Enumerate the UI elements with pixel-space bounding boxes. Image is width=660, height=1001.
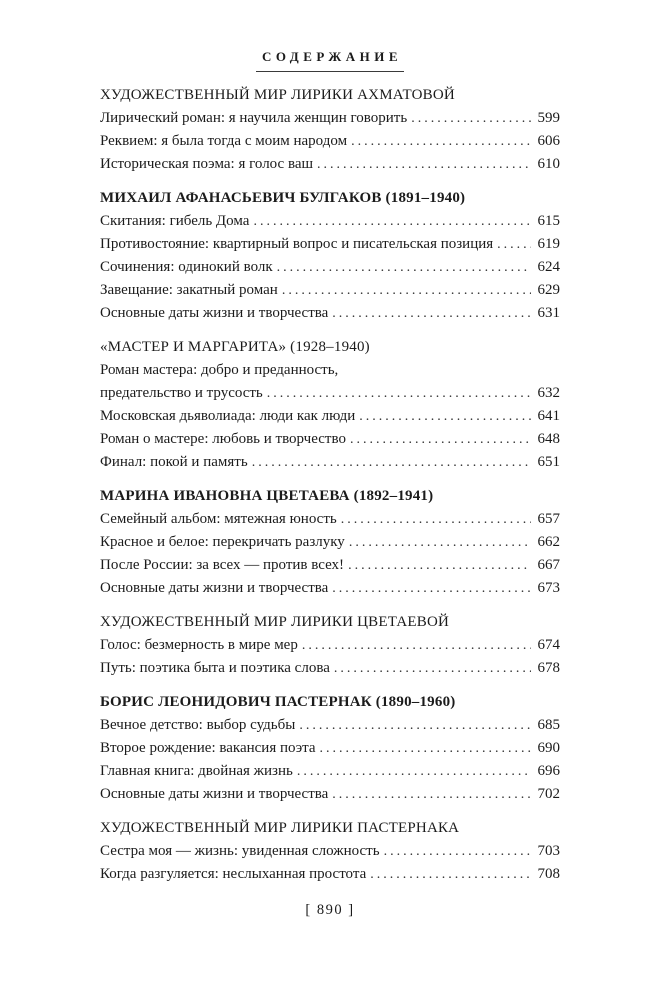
- dot-leader: [497, 233, 530, 256]
- toc-entry-page: 599: [537, 110, 560, 126]
- toc-entry-page: 703: [537, 843, 560, 859]
- page-number: [ 890 ]: [305, 902, 355, 918]
- toc-entry-title: Противостояние: квартирный вопрос и писательская позиция: [100, 236, 494, 252]
- toc-entry: [100, 382, 560, 405]
- section-heading: ХУДОЖЕСТВЕННЫЙ МИР ЛИРИКИ АХМАТОВОЙ: [100, 87, 455, 103]
- toc-entry-page: 615: [537, 213, 560, 229]
- dot-leader: [334, 657, 531, 680]
- dot-leader: [297, 760, 531, 783]
- toc-entry: [100, 657, 560, 680]
- toc-entry-page: 657: [537, 511, 560, 527]
- toc-entry-page: 702: [537, 786, 560, 802]
- toc-entry-page: 641: [537, 408, 560, 424]
- toc-header: [100, 48, 560, 72]
- toc-entry-page: 632: [537, 385, 560, 401]
- toc-entry-page: 685: [537, 717, 560, 733]
- toc-entry: [100, 508, 560, 531]
- toc-entry-title: Реквием: я была тогда с моим народом: [100, 133, 348, 149]
- toc-entry: [100, 577, 560, 600]
- toc-section: [100, 485, 560, 600]
- toc-entry: [100, 737, 560, 760]
- toc-entry-page: 619: [537, 236, 560, 252]
- toc-entry-title: Скитания: гибель Дома: [100, 213, 250, 229]
- toc-entry: [100, 863, 560, 886]
- toc-entry: [100, 554, 560, 577]
- toc-section: [100, 84, 560, 176]
- toc-entry-title: Главная книга: двойная жизнь: [100, 763, 293, 779]
- toc-entry: [100, 302, 560, 325]
- toc-entry: [100, 153, 560, 176]
- toc-title: СОДЕРЖАНИЕ: [256, 49, 404, 72]
- toc-entry: [100, 634, 560, 657]
- dot-leader: [320, 737, 531, 760]
- toc-entry: [100, 531, 560, 554]
- toc-entry: [100, 783, 560, 806]
- toc-entry-page: 606: [537, 133, 560, 149]
- toc-entry: [100, 760, 560, 783]
- dot-leader: [348, 554, 530, 577]
- toc-entry-title: Когда разгуляется: неслыханная простота: [100, 866, 367, 882]
- toc-entry-title: Основные даты жизни и творчества: [100, 580, 329, 596]
- toc-entry-title: Красное и белое: перекричать разлуку: [100, 534, 345, 550]
- toc-entry-page: 631: [537, 305, 560, 321]
- dot-leader: [277, 256, 531, 279]
- dot-leader: [349, 531, 531, 554]
- toc-entry-title: Московская дьяволиада: люди как люди: [100, 408, 356, 424]
- dot-leader: [332, 302, 530, 325]
- section-heading: МИХАИЛ АФАНАСЬЕВИЧ БУЛГАКОВ (1891–1940): [100, 190, 466, 206]
- dot-leader: [299, 714, 530, 737]
- toc-entry: [100, 840, 560, 863]
- dot-leader: [267, 382, 531, 405]
- dot-leader: [302, 634, 531, 657]
- dot-leader: [359, 405, 530, 428]
- toc-entry-page: 696: [537, 763, 560, 779]
- toc-entry-title: Финал: покой и память: [100, 454, 248, 470]
- section-heading: ХУДОЖЕСТВЕННЫЙ МИР ЛИРИКИ ПАСТЕРНАКА: [100, 820, 460, 836]
- toc-section: [100, 611, 560, 680]
- toc-entry-title: После России: за всех — против всех!: [100, 557, 345, 573]
- toc-entry-page: 629: [537, 282, 560, 298]
- toc-entry-page: 662: [537, 534, 560, 550]
- toc-entry-title: Историческая поэма: я голос ваш: [100, 156, 314, 172]
- toc-entry-page: 673: [537, 580, 560, 596]
- toc-entry-title: Путь: поэтика быта и поэтика слова: [100, 660, 330, 676]
- dot-leader: [351, 130, 530, 153]
- toc-entry-title: Вечное детство: выбор судьбы: [100, 717, 296, 733]
- toc-entry-title: Основные даты жизни и творчества: [100, 305, 329, 321]
- toc-entry-title: Завещание: закатный роман: [100, 282, 278, 298]
- toc-entry: [100, 256, 560, 279]
- toc-entry-page: 708: [537, 866, 560, 882]
- toc-entry: [100, 279, 560, 302]
- toc-entry-title: Голос: безмерность в мире мер: [100, 637, 298, 653]
- toc-entry-page: 651: [537, 454, 560, 470]
- dot-leader: [411, 107, 530, 130]
- toc-entry: [100, 428, 560, 451]
- dot-leader: [370, 863, 530, 886]
- dot-leader: [332, 577, 530, 600]
- section-heading: ХУДОЖЕСТВЕННЫЙ МИР ЛИРИКИ ЦВЕТАЕВОЙ: [100, 614, 450, 630]
- dot-leader: [384, 840, 531, 863]
- toc-entry-title: Основные даты жизни и творчества: [100, 786, 329, 802]
- toc-entry-page: 667: [537, 557, 560, 573]
- toc-entry-page: 648: [537, 431, 560, 447]
- toc-entry: [100, 714, 560, 737]
- section-heading: МАРИНА ИВАНОВНА ЦВЕТАЕВА (1892–1941): [100, 488, 434, 504]
- toc-section: [100, 817, 560, 886]
- toc-entry-page: 624: [537, 259, 560, 275]
- toc-entry-title: Сочинения: одинокий волк: [100, 259, 273, 275]
- dot-leader: [253, 210, 530, 233]
- toc-entry-page: 610: [537, 156, 560, 172]
- toc-entry-page: 674: [537, 637, 560, 653]
- toc-entry-first-line: Роман мастера: добро и преданность,: [100, 362, 339, 378]
- toc-section: [100, 336, 560, 474]
- toc-entry-page: 678: [537, 660, 560, 676]
- dot-leader: [350, 428, 531, 451]
- toc-entry: [100, 451, 560, 474]
- toc-section: [100, 187, 560, 325]
- toc-entry-title: Семейный альбом: мятежная юность: [100, 511, 337, 527]
- dot-leader: [252, 451, 531, 474]
- toc-entry-title: предательство и трусость: [100, 385, 263, 401]
- toc-entry: [100, 210, 560, 233]
- toc-entry: [100, 107, 560, 130]
- dot-leader: [341, 508, 531, 531]
- toc-section: [100, 691, 560, 806]
- toc-entry-title: Второе рождение: вакансия поэта: [100, 740, 316, 756]
- toc-entry-title: Лирический роман: я научила женщин говорить: [100, 110, 408, 126]
- toc-entry: [100, 233, 560, 256]
- dot-leader: [332, 783, 530, 806]
- toc-entry-title: Роман о мастере: любовь и творчество: [100, 431, 346, 447]
- dot-leader: [317, 153, 530, 176]
- toc-entry-page: 690: [537, 740, 560, 756]
- toc-sections: [100, 84, 560, 886]
- toc-entry-title: Сестра моя — жизнь: увиденная сложность: [100, 843, 380, 859]
- toc-entry: [100, 405, 560, 428]
- toc-entry: [100, 130, 560, 153]
- dot-leader: [282, 279, 531, 302]
- section-heading: БОРИС ЛЕОНИДОВИЧ ПАСТЕРНАК (1890–1960): [100, 694, 456, 710]
- section-heading: «МАСТЕР И МАРГАРИТА» (1928–1940): [100, 339, 370, 355]
